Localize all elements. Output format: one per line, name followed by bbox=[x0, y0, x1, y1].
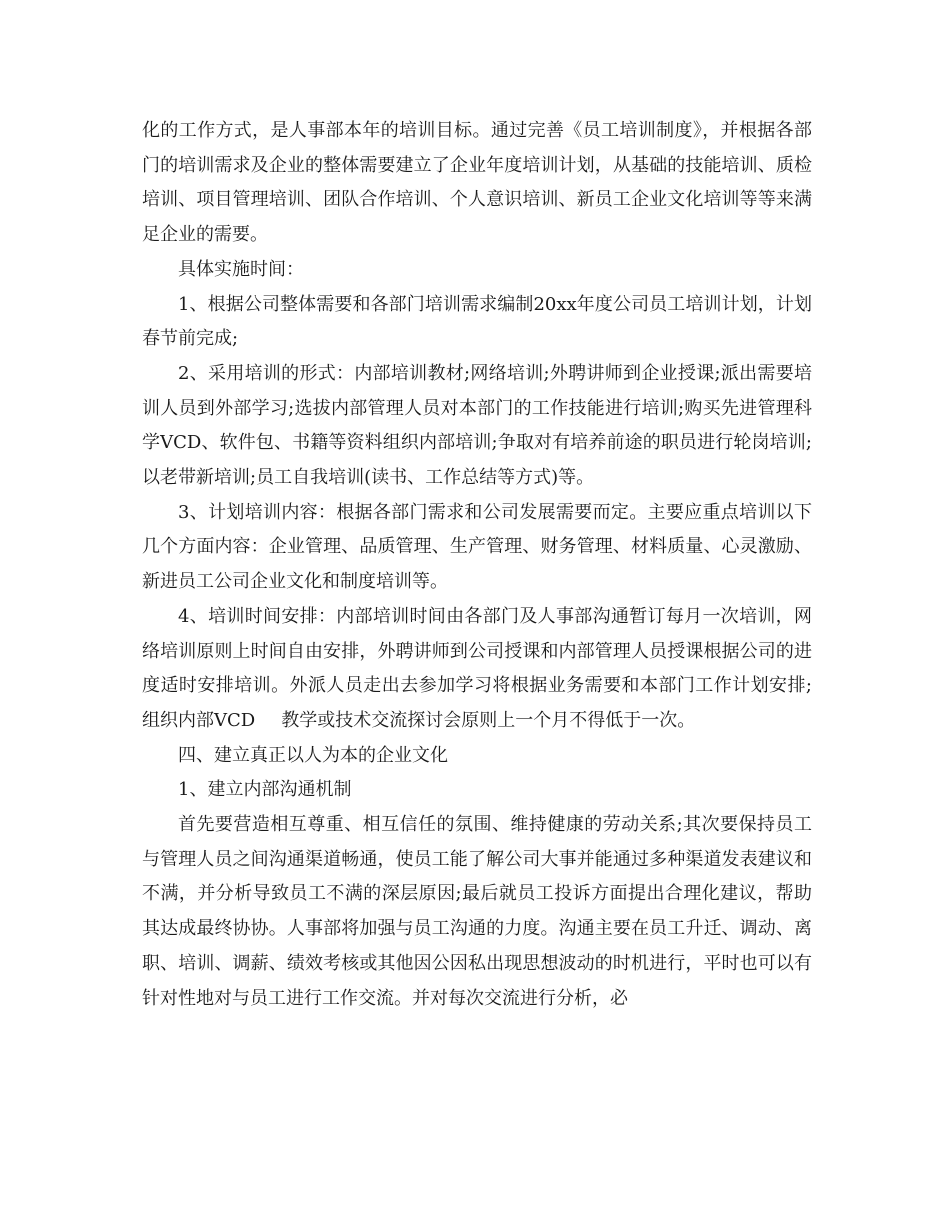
paragraph-item-1: 1、根据公司整体需要和各部门培训需求编制20xx年度公司员工培训计划，计划春节前完成; bbox=[142, 293, 812, 350]
paragraph-item-4-text: 4、培训时间安排：内部培训时间由各部门及人事部沟通暂订每月一次培训，网络培训原则上时间自由安排，外聘讲师到公司授课和内部管理人员授课根据公司的进度适时安排培训。外派人员走出去参加学习将根据业务需要和本部门工作计划安排;组织内部VCD bbox=[142, 605, 812, 731]
section-heading-culture: 四、建立真正以人为本的企业文化 bbox=[178, 744, 448, 766]
subsection-heading-communication: 1、建立内部沟通机制 bbox=[178, 779, 352, 801]
paragraph-schedule-heading: 具体实施时间： bbox=[178, 258, 304, 280]
paragraph-item-2: 2、采用培训的形式：内部培训教材;网络培训;外聘讲师到企业授课;派出需要培训人员到外部学习;选拔内部管理人员对本部门的工作技能进行培训;购买先进管理科学VCD、软件包、书籍等资料组织内部培训;争取对有培养前途的职员进行轮岗培训;以老带新培训;员工自我培训(读书、工作总结等方式)等。 bbox=[142, 362, 812, 489]
paragraph-communication-body: 首先要营造相互尊重、相互信任的氛围、维持健康的劳动关系;其次要保持员工与管理人员之间沟通渠道畅通，使员工能了解公司大事并能通过多种渠道发表建议和不满，并分析导致员工不满的深层原因;最后就员工投诉方面提出合理化建议，帮助其达成最终协协。人事部将加强与员工沟通的力度。沟通主要在员工升迁、调动、离职、培训、调薪、绩效考核或其他因公因私出现思想波动的时机进行，平时也可以有针对性地对与员工进行工作交流。并对每次交流进行分析，必 bbox=[142, 814, 812, 1009]
paragraph-training-goal: 化的工作方式，是人事部本年的培训目标。通过完善《员工培训制度》，并根据各部门的培训需求及企业的整体需要建立了企业年度培训计划，从基础的技能培训、质检培训、项目管理培训、团队合作培训、个人意识培训、新员工企业文化培训等等来满足企业的需要。 bbox=[142, 120, 812, 246]
paragraph-item-4 bbox=[142, 600, 812, 739]
paragraph-item-4-tail: 教学或技术交流探讨会原则上一个月不得低于一次。 bbox=[281, 709, 696, 731]
document-body bbox=[142, 114, 812, 1016]
paragraph-item-3: 3、计划培训内容：根据各部门需求和公司发展需要而定。主要应重点培训以下几个方面内容：企业管理、品质管理、生产管理、财务管理、材料质量、心灵激励、新进员工公司企业文化和制度培训等。 bbox=[142, 501, 812, 593]
